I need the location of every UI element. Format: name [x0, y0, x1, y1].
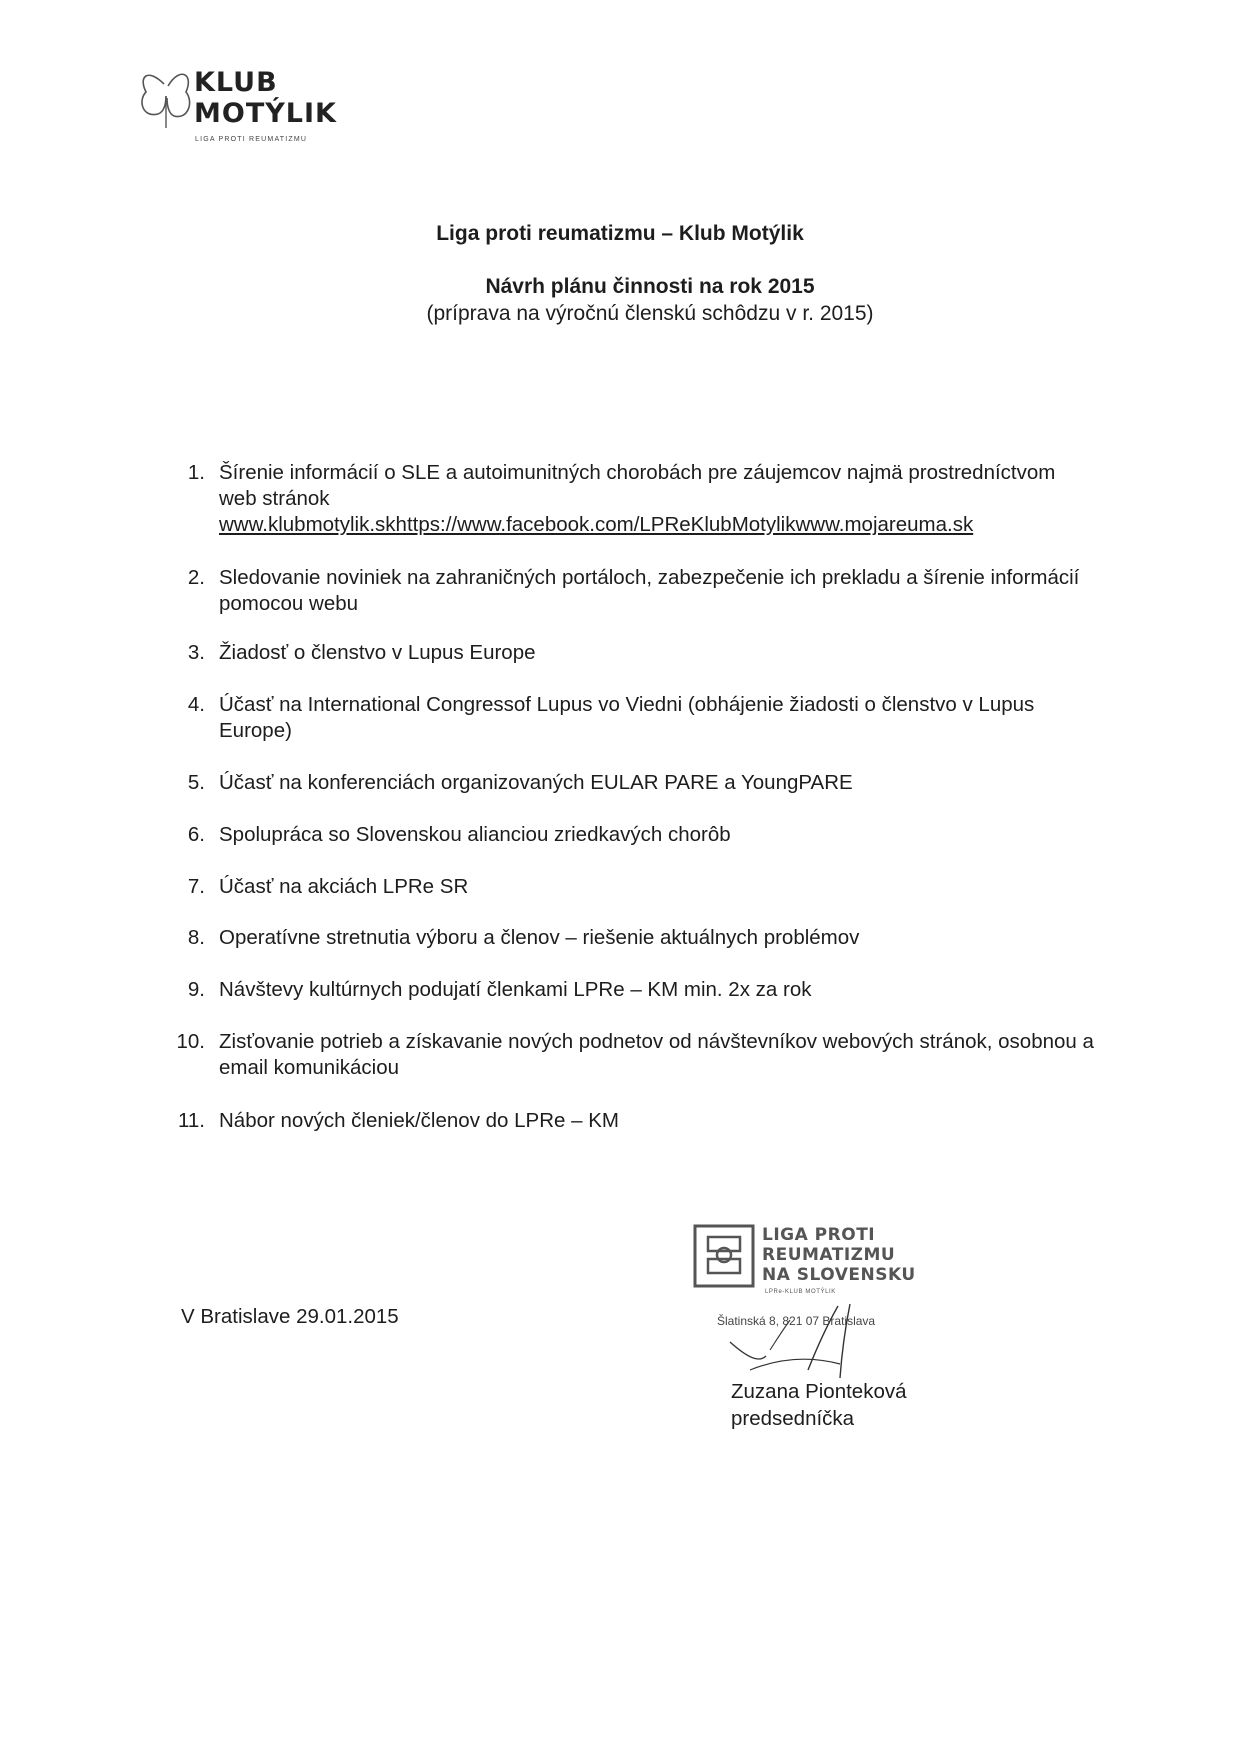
item-text: Zisťovanie potrieb a získavanie nových podnetov od návštevníkov webových stránok, osobnou a email komunikáciou	[219, 1030, 1094, 1079]
item-text: Nábor nových členiek/členov do LPRe – KM	[219, 1109, 619, 1132]
stamp-line-3: NA SLOVENSKU	[762, 1265, 916, 1285]
item-number: 3.	[187, 641, 205, 664]
club-logo	[136, 62, 376, 157]
item-text: Účasť na akciách LPRe SR	[219, 875, 469, 898]
item-number: 10.	[176, 1030, 205, 1053]
plan-item-8	[175, 925, 1095, 951]
item-number: 6.	[187, 823, 205, 846]
item-text: Účasť na konferenciách organizovaných EULAR PARE a YoungPARE	[219, 771, 853, 794]
signer-role: predsedníčka	[731, 1407, 855, 1430]
stamp-line-2: REUMATIZMU	[762, 1245, 896, 1265]
document-subtitle-note: (príprava na výročnú členskú schôdzu v r. 2015)	[426, 302, 874, 325]
stamp-line-4: LPRe-KLUB MOTÝLIK	[765, 1289, 836, 1295]
item-text: Účasť na International Congressof Lupus vo Viedni (obhájenie žiadosti o členstvo v Lupus Europe)	[219, 693, 1035, 742]
logo-text-klub: KLUB	[194, 67, 278, 98]
plan-item-7	[175, 874, 1095, 900]
document-subtitle: Návrh plánu činnosti na rok 2015	[485, 275, 815, 298]
item-number: 1.	[187, 461, 205, 484]
logo-text-motylik: MOTÝLIK	[194, 98, 337, 129]
item-text: Operatívne stretnutia výboru a členov – riešenie aktuálnych problémov	[219, 926, 860, 949]
butterfly-icon	[136, 66, 196, 136]
plan-item-11	[175, 1108, 1095, 1134]
item-text: Spolupráca so Slovenskou alianciou zriedkavých chorôb	[219, 823, 731, 846]
item-number: 7.	[187, 875, 205, 898]
stamp-emblem-icon	[692, 1223, 756, 1289]
item-number: 4.	[187, 693, 205, 716]
item-number: 9.	[187, 978, 205, 1001]
document-title: Liga proti reumatizmu – Klub Motýlik	[436, 222, 804, 245]
item-text: Sledovanie noviniek na zahraničných portáloch, zabezpečenie ich prekladu a šírenie informácií pomocou webu	[219, 566, 1080, 615]
plan-item-2	[175, 565, 1095, 617]
plan-item-1	[175, 460, 1095, 538]
item-number: 5.	[187, 771, 205, 794]
handwritten-signature	[690, 1300, 890, 1390]
plan-item-4	[175, 692, 1095, 744]
item-text: Návštevy kultúrnych podujatí členkami LPRe – KM min. 2x za rok	[219, 978, 812, 1001]
stamp-address: Šlatinská 8, 821 07 Bratislava	[717, 1314, 876, 1328]
signer-name: Zuzana Pionteková	[731, 1380, 907, 1403]
plan-item-10	[175, 1029, 1095, 1081]
logo-subtitle: LIGA PROTI REUMATIZMU	[195, 136, 308, 143]
item-number: 2.	[187, 566, 205, 589]
item-text: Šírenie informácií o SLE a autoimunitných chorobách pre záujemcov najmä prostredníctvom web stránok	[219, 461, 1056, 510]
item-number: 11.	[178, 1109, 205, 1132]
stamp-line-1: LIGA PROTI	[762, 1225, 876, 1245]
website-links[interactable]: www.klubmotylik.skhttps://www.facebook.com/LPReKlubMotylikwww.mojareuma.sk	[219, 513, 974, 536]
item-number: 8.	[187, 926, 205, 949]
plan-item-6	[175, 822, 1095, 848]
item-text: Žiadosť o členstvo v Lupus Europe	[219, 641, 536, 664]
place-and-date: V Bratislave 29.01.2015	[181, 1305, 399, 1328]
plan-item-9	[175, 977, 1095, 1003]
plan-item-5	[175, 770, 1095, 796]
plan-item-3	[175, 640, 1095, 666]
